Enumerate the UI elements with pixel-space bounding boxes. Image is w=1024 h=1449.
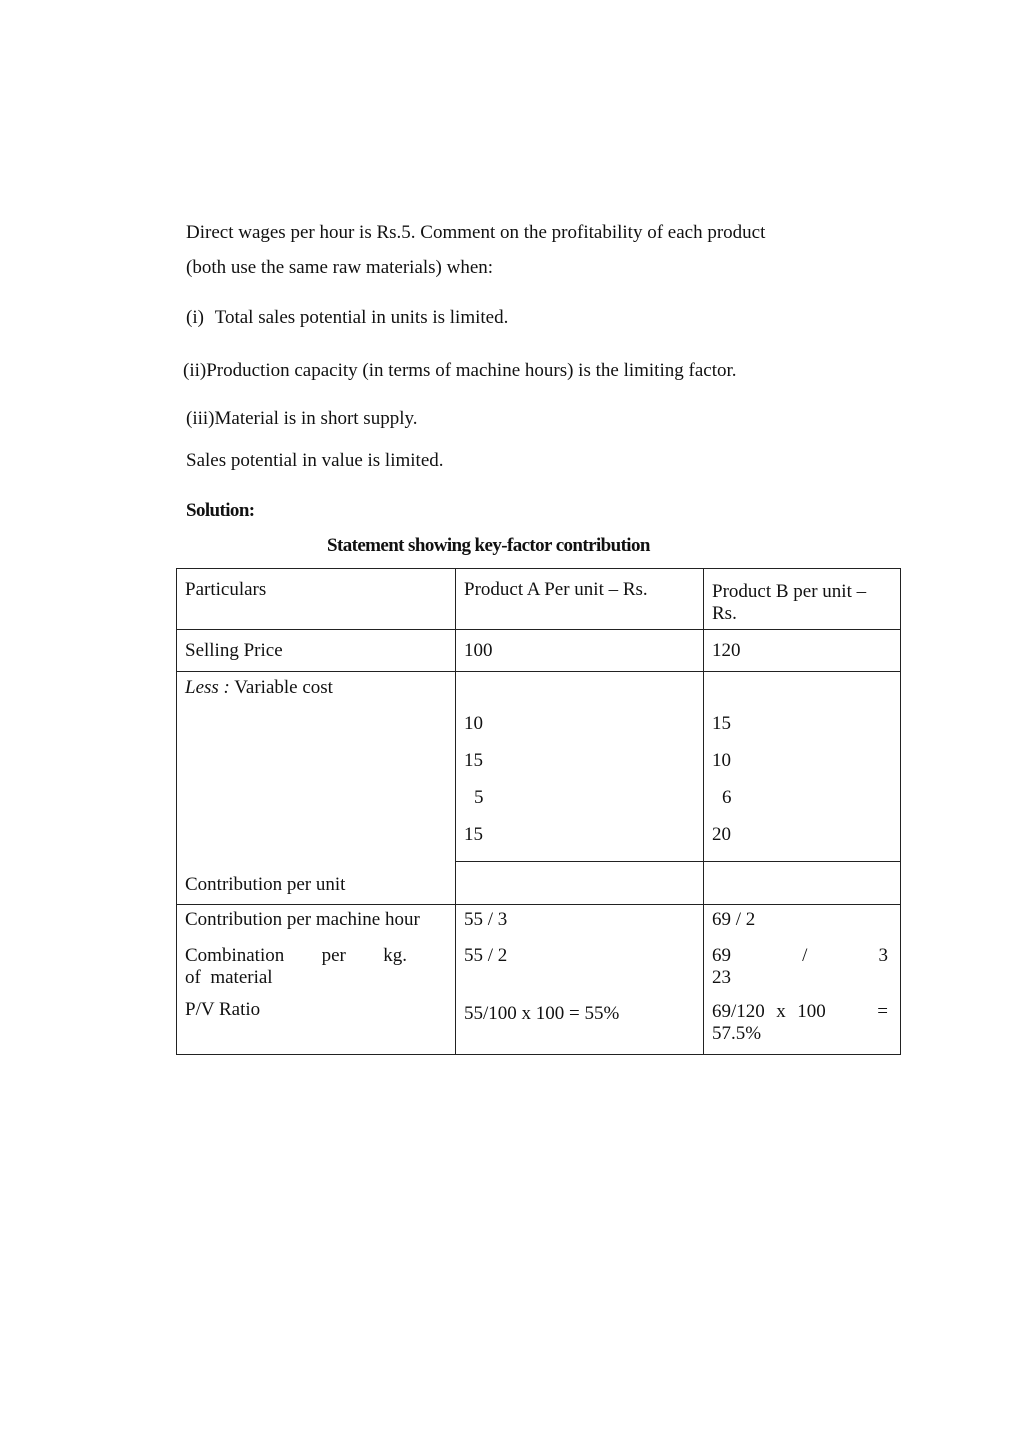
header-particulars-text: Particulars	[185, 579, 267, 600]
header-particulars	[177, 569, 456, 630]
combination-b-word-3: 3	[878, 945, 888, 966]
pv-ratio-b-word-4: =	[877, 1001, 888, 1022]
variable-cost-label-cell	[177, 672, 456, 905]
combination-word-1: Combination	[185, 945, 285, 966]
variable-b-4: 20	[712, 824, 731, 845]
variable-cost-a-values	[456, 672, 703, 861]
ratios-label-cell	[177, 905, 456, 1055]
combination-b-word-1: 69	[712, 945, 731, 966]
selling-price-b: 120	[712, 640, 741, 661]
less-label: Less :	[185, 677, 230, 698]
variable-cost-b-cell	[704, 672, 901, 862]
intro-line-1: Direct wages per hour is Rs.5. Comment on the profitability of each product	[186, 222, 766, 243]
pv-ratio-b-word-2: x	[776, 1001, 786, 1022]
variable-cost-text: Variable cost	[234, 677, 333, 698]
table-row-ratios	[177, 905, 901, 1055]
variable-cost-a-cell	[456, 672, 704, 862]
condition-item-4: Sales potential in value is limited.	[186, 450, 444, 471]
pv-ratio-b-word-1: 69/120	[712, 1001, 765, 1022]
contribution-machine-label: Contribution per machine hour	[185, 909, 420, 930]
variable-cost-label	[177, 672, 455, 699]
header-product-b-text: Product B per unit – Rs.	[712, 581, 867, 624]
pv-ratio-label: P/V Ratio	[185, 999, 261, 1020]
condition-item-1	[186, 307, 508, 329]
ratios-b-cell	[704, 905, 901, 1055]
header-product-b	[704, 569, 901, 630]
pv-ratio-b-line-2: 57.5%	[712, 1023, 762, 1044]
combination-b	[712, 945, 892, 967]
combination-b-word-2: /	[802, 945, 808, 966]
variable-b-3: 6	[722, 787, 732, 808]
condition-item-3: (iii)Material is in short supply.	[186, 408, 418, 429]
key-factor-table	[176, 568, 901, 1055]
variable-a-2: 15	[464, 750, 483, 771]
variable-a-3: 5	[474, 787, 484, 808]
combination-label-line-2: of material	[185, 967, 273, 988]
ratios-a-cell	[456, 905, 704, 1055]
selling-price-label-cell	[177, 630, 456, 672]
variable-b-2: 10	[712, 750, 731, 771]
selling-price-b-cell	[704, 630, 901, 672]
contribution-unit-b-cell	[704, 862, 901, 905]
selling-price-label: Selling Price	[185, 640, 283, 661]
contribution-unit-a-cell	[456, 862, 704, 905]
pv-ratio-b-word-3: 100	[797, 1001, 826, 1022]
pv-ratio-a: 55/100 x 100 = 55%	[464, 1003, 620, 1024]
combination-b-line-2: 23	[712, 967, 731, 988]
combination-word-2: per	[321, 945, 346, 966]
header-product-a-text: Product A Per unit – Rs.	[464, 579, 648, 600]
table-header-row	[177, 569, 901, 630]
table-title: Statement showing key-factor contribution	[327, 535, 650, 556]
variable-a-4: 15	[464, 824, 483, 845]
ratios-label-block	[177, 905, 455, 1021]
solution-label: Solution:	[186, 500, 255, 521]
combination-word-3: kg.	[383, 945, 407, 966]
ratios-a-block	[456, 905, 703, 1025]
combination-a: 55 / 2	[464, 945, 508, 966]
table-row-selling-price	[177, 630, 901, 672]
variable-cost-b-values	[704, 672, 900, 861]
selling-price-a: 100	[464, 640, 493, 661]
variable-a-1: 10	[464, 713, 483, 734]
condition-item-1-number: (i)	[186, 307, 204, 328]
table-row-variable-cost	[177, 672, 901, 862]
header-product-a	[456, 569, 704, 630]
condition-item-1-text: Total sales potential in units is limited.	[214, 307, 509, 328]
variable-b-1: 15	[712, 713, 731, 734]
contribution-machine-a: 55 / 3	[464, 909, 508, 930]
contribution-machine-b: 69 / 2	[712, 909, 756, 930]
contribution-unit-label: Contribution per unit	[185, 874, 346, 895]
ratios-b-block	[704, 905, 900, 1045]
pv-ratio-b	[712, 1001, 892, 1023]
intro-line-2: (both use the same raw materials) when:	[186, 257, 494, 278]
combination-label	[185, 945, 447, 967]
selling-price-a-cell	[456, 630, 704, 672]
condition-item-2: (ii)Production capacity (in terms of machine hours) is the limiting factor.	[183, 360, 737, 381]
